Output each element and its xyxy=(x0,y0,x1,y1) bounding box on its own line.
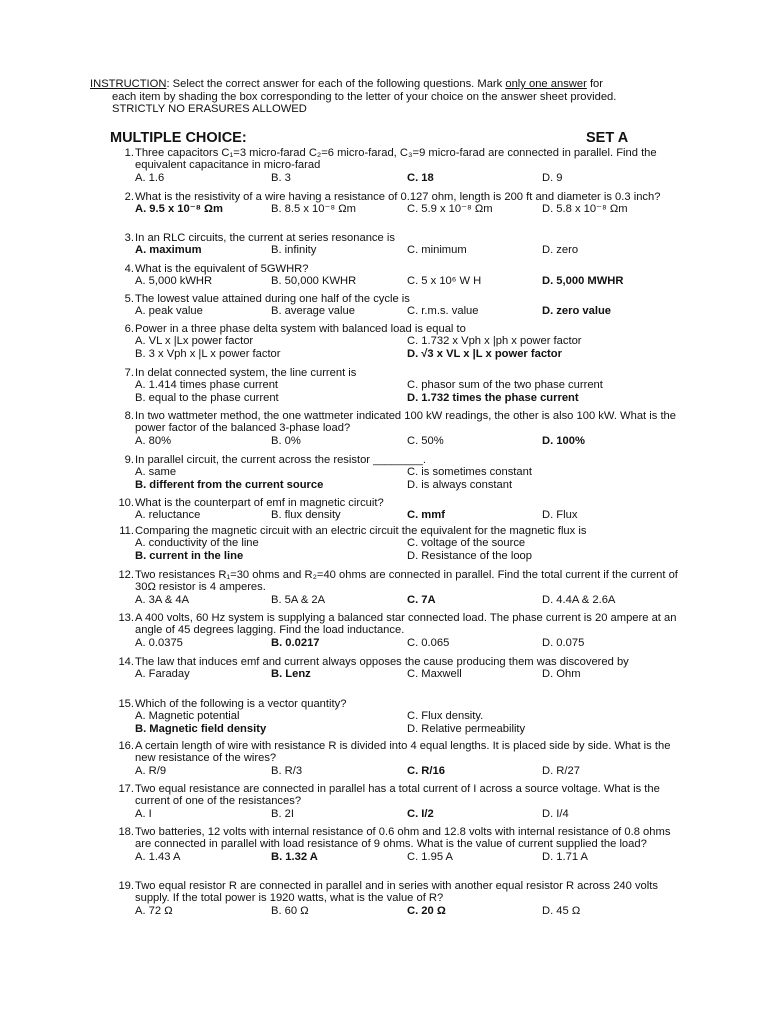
question-item xyxy=(112,525,682,563)
question-number: 11. xyxy=(119,525,134,537)
answer-option: C. phasor sum of the two phase current xyxy=(407,379,603,392)
question-stem: The lowest value attained during one half of the cycle is xyxy=(135,293,410,305)
answer-option: B. Lenz xyxy=(271,668,311,681)
question-item xyxy=(112,569,682,607)
answer-option: C. is sometimes constant xyxy=(407,466,532,479)
question-stem: A 400 volts, 60 Hz system is supplying a balanced star connected load. The phase current is 20 ampere at an angle of 45 degrees lagging. Find the load inductance. xyxy=(135,612,677,637)
option-row xyxy=(135,808,682,821)
question-number: 1. xyxy=(124,147,134,159)
option-row xyxy=(135,435,682,448)
answer-option: D. Flux xyxy=(542,509,578,522)
option-row xyxy=(135,550,682,563)
question-item xyxy=(112,191,682,216)
question-item xyxy=(112,497,682,522)
answer-option: D. 1.732 times the phase current xyxy=(407,392,579,405)
answer-option: B. infinity xyxy=(271,244,317,257)
question-item xyxy=(112,454,682,492)
option-row xyxy=(135,203,682,216)
question-number: 9. xyxy=(124,454,134,466)
question-stem: Comparing the magnetic circuit with an electric circuit the equivalent for the magnetic flux is xyxy=(135,525,587,537)
answer-option: D. R/27 xyxy=(542,764,580,777)
question-item xyxy=(112,323,682,361)
answer-option: B. 3 x Vph x |L x power factor xyxy=(135,348,281,361)
answer-option: A. 1.43 A xyxy=(135,850,181,863)
question-number: 13. xyxy=(118,612,134,624)
question-number: 19. xyxy=(118,880,134,892)
option-row xyxy=(135,335,682,348)
answer-option: C. 1.732 x Vph x |ph x power factor xyxy=(407,335,582,348)
answer-option: D. Relative permeability xyxy=(407,723,526,736)
answer-option: C. 50% xyxy=(407,434,444,447)
option-row xyxy=(135,537,682,550)
question-item xyxy=(112,147,682,185)
answer-option: B. 2I xyxy=(271,807,295,820)
answer-option: B. current in the line xyxy=(135,550,244,563)
answer-option: A. 1.414 times phase current xyxy=(135,379,279,392)
answer-option: A. R/9 xyxy=(135,764,167,777)
question-stem: Power in a three phase delta system with balanced load is equal to xyxy=(135,323,466,335)
answer-option: D. 0.075 xyxy=(542,636,585,649)
answer-option: B. equal to the phase current xyxy=(135,392,279,405)
answer-option: D. I/4 xyxy=(542,807,569,820)
answer-option: A. 5,000 kWHR xyxy=(135,275,213,288)
answer-option: A. maximum xyxy=(135,244,202,257)
option-row xyxy=(135,392,682,405)
option-row xyxy=(135,668,682,681)
question-number: 14. xyxy=(118,656,134,668)
answer-option: D. 5,000 MWHR xyxy=(542,275,624,288)
answer-option: D. 1.71 A xyxy=(542,850,589,863)
answer-option: C. r.m.s. value xyxy=(407,305,479,318)
answer-option: C. voltage of the source xyxy=(407,537,526,550)
question-stem: What is the equivalent of 5GWHR? xyxy=(135,263,309,275)
answer-option: D. 100% xyxy=(542,434,585,447)
question-item xyxy=(112,656,682,681)
option-row xyxy=(135,305,682,318)
instruction-line-2: each item by shading the box corresponding to the letter of your choice on the answer sheet provided. xyxy=(112,90,617,103)
option-row xyxy=(135,479,682,492)
answer-option: C. 20 Ω xyxy=(407,904,446,917)
question-item xyxy=(112,612,682,650)
question-number: 10. xyxy=(118,497,134,509)
option-row xyxy=(135,765,682,778)
question-number: 16. xyxy=(118,740,134,752)
option-row xyxy=(135,172,682,185)
answer-option: A. VL x |Lx power factor xyxy=(135,335,254,348)
option-row xyxy=(135,637,682,650)
answer-option: A. 80% xyxy=(135,434,172,447)
option-row xyxy=(135,275,682,288)
answer-option: A. 0.0375 xyxy=(135,636,183,649)
question-stem: Two equal resistor R are connected in parallel and in series with another equal resistor R across 240 volts supply. If the total power is 1920 watts, what is the value of R? xyxy=(135,880,658,905)
question-stem: Two resistances R₁=30 ohms and R₂=40 ohms are connected in parallel. Find the total current if the current of 30Ω resistor is 4 amperes. xyxy=(135,569,678,594)
question-number: 15. xyxy=(118,698,134,710)
answer-option: B. different from the current source xyxy=(135,479,324,492)
answer-option: B. flux density xyxy=(271,509,341,522)
answer-option: C. 1.95 A xyxy=(407,850,454,863)
answer-option: B. 3 xyxy=(271,171,291,184)
section-heading: MULTIPLE CHOICE: xyxy=(110,130,247,146)
answer-option: C. mmf xyxy=(407,509,445,522)
question-number: 12. xyxy=(118,569,134,581)
answer-option: A. Faraday xyxy=(135,668,190,681)
answer-option: D. Resistance of the loop xyxy=(407,550,532,563)
answer-option: C. I/2 xyxy=(407,807,434,820)
answer-option: B. 0% xyxy=(271,434,301,447)
answer-option: D. √3 x VL x |L x power factor xyxy=(407,348,562,361)
instruction-text-end: for xyxy=(586,78,604,90)
option-row xyxy=(135,710,682,723)
option-row xyxy=(135,244,682,257)
question-item xyxy=(112,740,682,778)
answer-option: A. same xyxy=(135,466,177,479)
answer-option: D. 45 Ω xyxy=(542,904,581,917)
question-item xyxy=(112,826,682,864)
question-stem: In two wattmeter method, the one wattmeter indicated 100 kW readings, the other is also 100 kW. What is the power factor of the balanced 3-phase load? xyxy=(135,410,676,435)
answer-option: C. 5.9 x 10⁻⁸ Ωm xyxy=(407,203,493,216)
set-label: SET A xyxy=(586,130,629,146)
answer-option: A. Magnetic potential xyxy=(135,710,240,723)
answer-option: D. is always constant xyxy=(407,479,513,492)
answer-option: C. 0.065 xyxy=(407,636,450,649)
answer-option: A. reluctance xyxy=(135,509,201,522)
answer-option: A. 72 Ω xyxy=(135,904,173,917)
instruction-text: : Select the correct answer for each of the following questions. Mark xyxy=(166,78,506,90)
question-stem: What is the counterpart of emf in magnetic circuit? xyxy=(135,497,384,509)
question-stem: What is the resistivity of a wire having a resistance of 0.127 ohm, length is 200 ft and diameter is 0.3 inch? xyxy=(135,191,661,203)
question-item xyxy=(112,263,682,288)
answer-option: D. 5.8 x 10⁻⁸ Ωm xyxy=(542,203,628,216)
question-number: 5. xyxy=(124,293,134,305)
answer-option: B. R/3 xyxy=(271,764,303,777)
question-number: 6. xyxy=(124,323,134,335)
answer-option: C. 18 xyxy=(407,171,434,184)
instruction-block xyxy=(90,78,690,116)
answer-option: B. 0.0217 xyxy=(271,636,320,649)
option-row xyxy=(135,905,682,918)
answer-option: C. Maxwell xyxy=(407,668,462,681)
question-stem: In delat connected system, the line current is xyxy=(135,367,357,379)
question-number: 2. xyxy=(124,191,134,203)
option-row xyxy=(135,509,682,522)
instruction-line-3: STRICTLY NO ERASURES ALLOWED xyxy=(112,103,307,116)
question-number: 17. xyxy=(118,783,134,795)
answer-option: B. 1.32 A xyxy=(271,850,318,863)
instruction-label: INSTRUCTION xyxy=(90,78,167,90)
option-row xyxy=(135,594,682,607)
answer-option: A. I xyxy=(135,807,152,820)
question-item xyxy=(112,880,682,918)
answer-option: B. Magnetic field density xyxy=(135,723,267,736)
question-number: 18. xyxy=(118,826,134,838)
question-stem: The law that induces emf and current always opposes the cause producing them was discovered by xyxy=(135,656,629,668)
question-stem: A certain length of wire with resistance R is divided into 4 equal lengths. It is placed side by side. What is the new resistance of the wires? xyxy=(135,740,671,765)
option-row xyxy=(135,466,682,479)
question-number: 3. xyxy=(124,232,134,244)
answer-option: C. 7A xyxy=(407,593,436,606)
answer-option: D. Ohm xyxy=(542,668,581,681)
answer-option: D. zero value xyxy=(542,305,612,318)
answer-option: A. conductivity of the line xyxy=(135,537,259,550)
question-stem: Two equal resistance are connected in parallel has a total current of I across a source voltage. What is the current of one of the resistances? xyxy=(135,783,660,808)
question-item xyxy=(112,293,682,318)
question-item xyxy=(112,232,682,257)
question-item xyxy=(112,410,682,448)
answer-option: B. 5A & 2A xyxy=(271,593,326,606)
question-number: 4. xyxy=(124,263,134,275)
option-row xyxy=(135,348,682,361)
question-stem: Three capacitors C₁=3 micro-farad C₂=6 micro-farad, C₃=9 micro-farad are connected in parallel. Find the equivalent capacitance in micro-farad xyxy=(135,147,657,172)
option-row xyxy=(135,723,682,736)
answer-option: B. 60 Ω xyxy=(271,904,309,917)
answer-option: D. 4.4A & 2.6A xyxy=(542,593,616,606)
question-item xyxy=(112,698,682,736)
answer-option: D. 9 xyxy=(542,171,563,184)
answer-option: C. R/16 xyxy=(407,764,445,777)
question-number: 7. xyxy=(124,367,134,379)
answer-option: A. 9.5 x 10⁻⁸ Ωm xyxy=(135,203,223,216)
instruction-emphasis: only one answer xyxy=(505,78,587,90)
answer-option: A. 1.6 xyxy=(135,171,165,184)
option-row xyxy=(135,851,682,864)
answer-option: B. average value xyxy=(271,305,355,318)
question-stem: Two batteries, 12 volts with internal resistance of 0.6 ohm and 12.8 volts with internal resistance of 0.8 ohms are connected in parallel with load resistance of 9 ohms. What is the value of current supplied the load? xyxy=(135,826,671,851)
question-item xyxy=(112,783,682,821)
question-stem: Which of the following is a vector quantity? xyxy=(135,698,347,710)
answer-option: C. Flux density. xyxy=(407,710,484,723)
question-stem: In an RLC circuits, the current at series resonance is xyxy=(135,232,395,244)
question-item xyxy=(112,367,682,405)
answer-option: B. 50,000 KWHR xyxy=(271,275,357,288)
question-number: 8. xyxy=(124,410,134,422)
answer-option: B. 8.5 x 10⁻⁸ Ωm xyxy=(271,203,356,216)
question-stem: In parallel circuit, the current across the resistor ________. xyxy=(135,454,427,466)
answer-option: C. 5 x 10⁶ W H xyxy=(407,275,482,288)
answer-option: A. peak value xyxy=(135,305,203,318)
answer-option: A. 3A & 4A xyxy=(135,593,190,606)
answer-option: C. minimum xyxy=(407,244,467,257)
answer-option: D. zero xyxy=(542,244,579,257)
option-row xyxy=(135,379,682,392)
